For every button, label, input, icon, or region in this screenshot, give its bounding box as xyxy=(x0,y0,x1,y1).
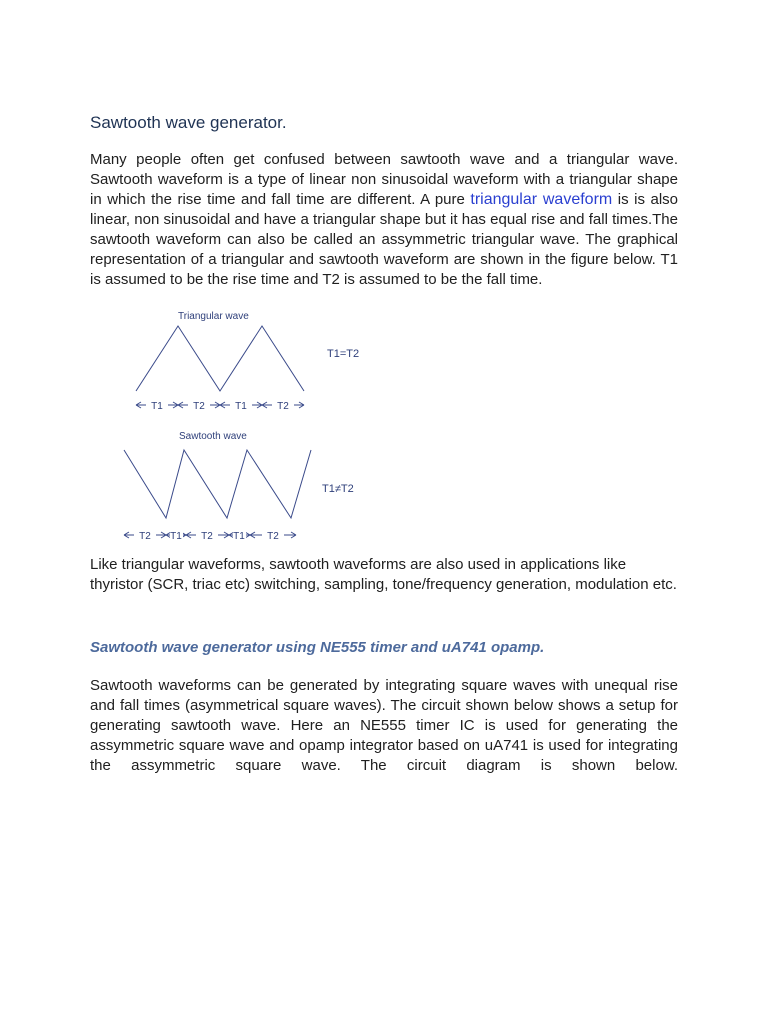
saw-interval-label: T2 xyxy=(201,531,213,542)
circuit-paragraph: Sawtooth waveforms can be generated by integrating square waves with unequal rise and fall times (asymmetrical square waves). The circuit shown below shows a setup for generating sawtooth wave. Here an NE555 timer IC is used for generating the assymmetric square wave and opamp integrator based on uA741 is used for integrating the assymmetric square wave. The circuit diagram is shown below. xyxy=(90,677,678,774)
sawtooth-waveform-line xyxy=(124,450,311,518)
saw-interval-label: T1 xyxy=(170,531,182,542)
page-title: Sawtooth wave generator. xyxy=(90,113,287,132)
intro-text-before: Many people often get confused between sawtooth wave and a triangular wave. Sawtooth waveform is a type of linear non sinusoidal waveform with a triangular shape in which the rise time and fall time are different. A pure xyxy=(90,151,678,208)
tri-interval-label: T2 xyxy=(193,401,205,412)
intro-text-after: is is also linear, non sinusoidal and have a triangular shape but it has equal rise and fall times.The sawtooth waveform can also be called an assymmetric triangular wave. The graphical representation of a triangular and sawtooth waveform are shown in the figure below. T1 is assumed to be the rise time and T2 is assumed to be the fall time. xyxy=(90,191,678,288)
sawtooth-condition-label: T1≠T2 xyxy=(322,483,354,495)
waveform-figure xyxy=(90,0,678,560)
sawtooth-wave-title: Sawtooth wave xyxy=(179,431,247,442)
triangular-wave-title: Triangular wave xyxy=(178,311,249,322)
triangular-waveform-line xyxy=(136,326,304,391)
tri-interval-label: T2 xyxy=(277,401,289,412)
saw-interval-label: T1 xyxy=(233,531,245,542)
applications-paragraph: Like triangular waveforms, sawtooth waveforms are also used in applications like thyristor (SCR, triac etc) switching, sampling, tone/frequency generation, modulation etc. xyxy=(90,556,677,593)
saw-interval-label: T2 xyxy=(267,531,279,542)
triangular-waveform-link[interactable]: triangular waveform xyxy=(470,191,613,208)
triangular-condition-label: T1=T2 xyxy=(327,348,360,360)
section-subheading: Sawtooth wave generator using NE555 timer and uA741 opamp. xyxy=(90,639,545,656)
tri-interval-label: T1 xyxy=(235,401,247,412)
saw-interval-label: T2 xyxy=(139,531,151,542)
tri-interval-label: T1 xyxy=(151,401,163,412)
